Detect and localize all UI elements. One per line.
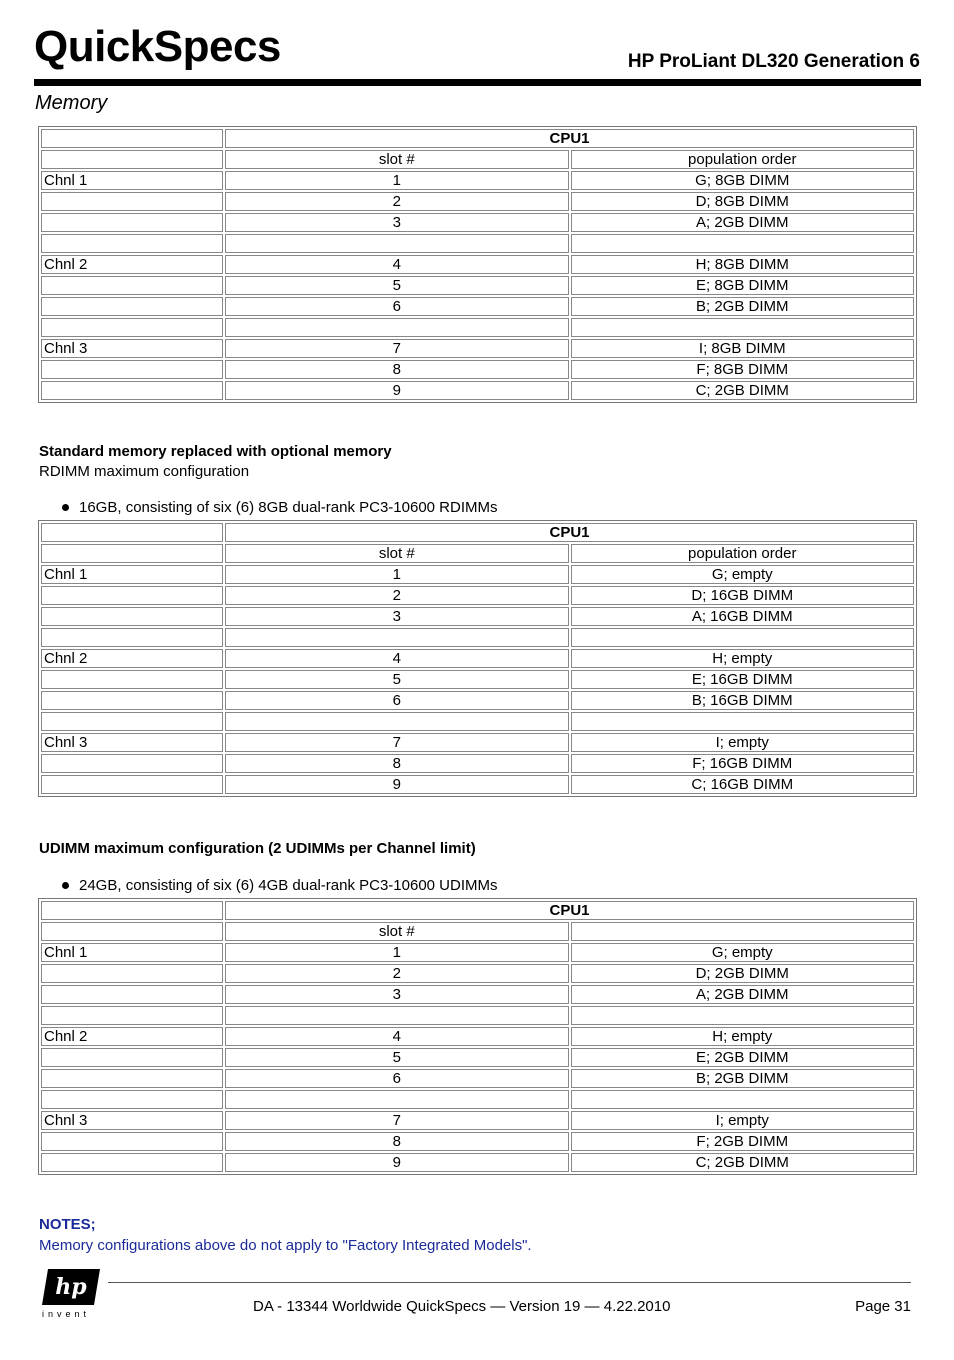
channel-cell bbox=[41, 297, 223, 316]
slot-cell: 1 bbox=[225, 943, 569, 962]
slot-cell: 2 bbox=[225, 192, 569, 211]
channel-cell bbox=[41, 318, 223, 337]
page-title: QuickSpecs bbox=[34, 22, 281, 71]
table-row bbox=[41, 754, 914, 773]
table-row bbox=[41, 607, 914, 626]
channel-cell bbox=[41, 586, 223, 605]
cpu-header: CPU1 bbox=[225, 901, 914, 920]
channel-cell: Chnl 1 bbox=[41, 171, 223, 190]
population-order-cell: B; 2GB DIMM bbox=[571, 297, 915, 316]
population-order-header: population order bbox=[571, 150, 915, 169]
slot-cell: 5 bbox=[225, 276, 569, 295]
channel-cell bbox=[41, 985, 223, 1004]
table-header-row bbox=[41, 523, 914, 542]
table-row bbox=[41, 234, 914, 253]
population-order-cell: B; 16GB DIMM bbox=[571, 691, 915, 710]
table-row bbox=[41, 381, 914, 400]
population-order-cell: F; 16GB DIMM bbox=[571, 754, 915, 773]
section-title: Memory bbox=[35, 92, 108, 114]
channel-cell: Chnl 3 bbox=[41, 733, 223, 752]
slot-cell: 7 bbox=[225, 733, 569, 752]
table-row bbox=[41, 360, 914, 379]
table-row bbox=[41, 255, 914, 274]
population-order-cell bbox=[571, 628, 915, 647]
notes-heading: NOTES; bbox=[39, 1216, 96, 1233]
table-header-row bbox=[41, 544, 914, 563]
population-order-cell: C; 2GB DIMM bbox=[571, 381, 915, 400]
slot-cell bbox=[225, 1090, 569, 1109]
rdimm-subheading: RDIMM maximum configuration bbox=[39, 463, 250, 480]
population-order-cell: G; 8GB DIMM bbox=[571, 171, 915, 190]
table-cell bbox=[41, 129, 223, 148]
table-row bbox=[41, 1027, 914, 1046]
rdimm-bullet-text: 16GB, consisting of six (6) 8GB dual-rank PC3-10600 RDIMMs bbox=[79, 499, 498, 516]
channel-cell bbox=[41, 670, 223, 689]
table-row bbox=[41, 1069, 914, 1088]
channel-cell bbox=[41, 691, 223, 710]
slot-cell: 2 bbox=[225, 586, 569, 605]
table-row bbox=[41, 1006, 914, 1025]
table-row bbox=[41, 1111, 914, 1130]
slot-cell: 6 bbox=[225, 1069, 569, 1088]
channel-cell bbox=[41, 1006, 223, 1025]
channel-cell bbox=[41, 712, 223, 731]
table-row bbox=[41, 1090, 914, 1109]
population-order-cell: G; empty bbox=[571, 565, 915, 584]
channel-cell: Chnl 1 bbox=[41, 565, 223, 584]
table-row bbox=[41, 213, 914, 232]
channel-cell bbox=[41, 360, 223, 379]
channel-cell bbox=[41, 964, 223, 983]
population-order-cell bbox=[571, 1006, 915, 1025]
population-order-cell: A; 2GB DIMM bbox=[571, 985, 915, 1004]
table-header-row bbox=[41, 129, 914, 148]
channel-cell bbox=[41, 1132, 223, 1151]
population-order-cell: C; 2GB DIMM bbox=[571, 1153, 915, 1172]
population-order-cell bbox=[571, 712, 915, 731]
memory-table-udimm bbox=[38, 898, 917, 1175]
table-header-row bbox=[41, 901, 914, 920]
population-order-cell bbox=[571, 1090, 915, 1109]
channel-cell bbox=[41, 607, 223, 626]
memory-table-default bbox=[38, 126, 917, 403]
table-row bbox=[41, 712, 914, 731]
channel-cell bbox=[41, 754, 223, 773]
channel-cell: Chnl 3 bbox=[41, 1111, 223, 1130]
slot-cell: 8 bbox=[225, 754, 569, 773]
slot-cell: 4 bbox=[225, 1027, 569, 1046]
table-cell bbox=[41, 523, 223, 542]
channel-cell bbox=[41, 381, 223, 400]
slot-cell: 5 bbox=[225, 1048, 569, 1067]
udimm-heading: UDIMM maximum configuration (2 UDIMMs per Channel limit) bbox=[39, 840, 476, 857]
slot-cell: 5 bbox=[225, 670, 569, 689]
table-row bbox=[41, 733, 914, 752]
channel-cell bbox=[41, 276, 223, 295]
header-divider bbox=[34, 79, 921, 86]
population-order-cell bbox=[571, 318, 915, 337]
memory-table-rdimm bbox=[38, 520, 917, 797]
population-order-cell: I; empty bbox=[571, 1111, 915, 1130]
slot-cell bbox=[225, 234, 569, 253]
population-order-cell: E; 2GB DIMM bbox=[571, 1048, 915, 1067]
table-row bbox=[41, 586, 914, 605]
channel-cell bbox=[41, 775, 223, 794]
product-name: HP ProLiant DL320 Generation 6 bbox=[627, 51, 920, 72]
slot-cell bbox=[225, 628, 569, 647]
channel-cell: Chnl 2 bbox=[41, 255, 223, 274]
rdimm-heading: Standard memory replaced with optional memory bbox=[39, 443, 392, 460]
bullet-icon bbox=[62, 882, 69, 889]
population-order-cell bbox=[571, 234, 915, 253]
population-order-cell: H; empty bbox=[571, 649, 915, 668]
channel-cell: Chnl 1 bbox=[41, 943, 223, 962]
table-row bbox=[41, 192, 914, 211]
slot-cell: 1 bbox=[225, 565, 569, 584]
population-order-cell: D; 8GB DIMM bbox=[571, 192, 915, 211]
udimm-bullet bbox=[62, 877, 498, 894]
table-row bbox=[41, 318, 914, 337]
population-order-header: population order bbox=[571, 544, 915, 563]
slot-cell: 2 bbox=[225, 964, 569, 983]
slot-cell: 7 bbox=[225, 339, 569, 358]
table-row bbox=[41, 565, 914, 584]
population-order-cell: C; 16GB DIMM bbox=[571, 775, 915, 794]
slot-header: slot # bbox=[225, 922, 569, 941]
table-row bbox=[41, 670, 914, 689]
rdimm-bullet bbox=[62, 499, 498, 516]
channel-cell: Chnl 2 bbox=[41, 1027, 223, 1046]
table-header-row bbox=[41, 150, 914, 169]
slot-cell bbox=[225, 712, 569, 731]
population-order-header bbox=[571, 922, 915, 941]
table-row bbox=[41, 691, 914, 710]
channel-cell bbox=[41, 1090, 223, 1109]
slot-cell: 3 bbox=[225, 607, 569, 626]
slot-cell: 8 bbox=[225, 1132, 569, 1151]
channel-cell: Chnl 3 bbox=[41, 339, 223, 358]
slot-cell: 6 bbox=[225, 691, 569, 710]
channel-cell bbox=[41, 234, 223, 253]
population-order-cell: A; 2GB DIMM bbox=[571, 213, 915, 232]
table-row bbox=[41, 1132, 914, 1151]
table-cell bbox=[41, 544, 223, 563]
table-row bbox=[41, 1048, 914, 1067]
table-row bbox=[41, 339, 914, 358]
population-order-cell: F; 2GB DIMM bbox=[571, 1132, 915, 1151]
table-row bbox=[41, 276, 914, 295]
slot-header: slot # bbox=[225, 544, 569, 563]
table-row bbox=[41, 943, 914, 962]
udimm-bullet-text: 24GB, consisting of six (6) 4GB dual-rank PC3-10600 UDIMMs bbox=[79, 877, 498, 894]
population-order-cell: B; 2GB DIMM bbox=[571, 1069, 915, 1088]
slot-header: slot # bbox=[225, 150, 569, 169]
slot-cell: 7 bbox=[225, 1111, 569, 1130]
table-row bbox=[41, 171, 914, 190]
slot-cell: 9 bbox=[225, 381, 569, 400]
table-row bbox=[41, 297, 914, 316]
cpu-header: CPU1 bbox=[225, 129, 914, 148]
cpu-header: CPU1 bbox=[225, 523, 914, 542]
bullet-icon bbox=[62, 504, 69, 511]
population-order-cell: D; 2GB DIMM bbox=[571, 964, 915, 983]
svg-text:hp: hp bbox=[55, 1274, 87, 1300]
table-cell bbox=[41, 901, 223, 920]
slot-cell: 9 bbox=[225, 1153, 569, 1172]
table-row bbox=[41, 985, 914, 1004]
table-row bbox=[41, 628, 914, 647]
population-order-cell: I; 8GB DIMM bbox=[571, 339, 915, 358]
population-order-cell: E; 16GB DIMM bbox=[571, 670, 915, 689]
slot-cell: 4 bbox=[225, 649, 569, 668]
footer-divider bbox=[108, 1282, 911, 1283]
slot-cell: 1 bbox=[225, 171, 569, 190]
slot-cell: 8 bbox=[225, 360, 569, 379]
slot-cell: 3 bbox=[225, 985, 569, 1004]
table-header-row bbox=[41, 922, 914, 941]
notes-text: Memory configurations above do not apply to "Factory Integrated Models". bbox=[39, 1237, 532, 1254]
slot-cell: 4 bbox=[225, 255, 569, 274]
population-order-cell: F; 8GB DIMM bbox=[571, 360, 915, 379]
table-cell bbox=[41, 922, 223, 941]
slot-cell: 3 bbox=[225, 213, 569, 232]
population-order-cell: E; 8GB DIMM bbox=[571, 276, 915, 295]
population-order-cell: H; 8GB DIMM bbox=[571, 255, 915, 274]
slot-cell bbox=[225, 318, 569, 337]
channel-cell bbox=[41, 1048, 223, 1067]
channel-cell bbox=[41, 1069, 223, 1088]
population-order-cell: D; 16GB DIMM bbox=[571, 586, 915, 605]
channel-cell bbox=[41, 213, 223, 232]
channel-cell bbox=[41, 628, 223, 647]
table-row bbox=[41, 964, 914, 983]
channel-cell: Chnl 2 bbox=[41, 649, 223, 668]
table-row bbox=[41, 1153, 914, 1172]
channel-cell bbox=[41, 192, 223, 211]
logo-tagline: invent bbox=[42, 1309, 91, 1319]
slot-cell bbox=[225, 1006, 569, 1025]
population-order-cell: G; empty bbox=[571, 943, 915, 962]
page-number: Page 31 bbox=[855, 1298, 911, 1315]
channel-cell bbox=[41, 1153, 223, 1172]
hp-logo-icon bbox=[40, 1267, 102, 1307]
population-order-cell: A; 16GB DIMM bbox=[571, 607, 915, 626]
table-cell bbox=[41, 150, 223, 169]
table-row bbox=[41, 649, 914, 668]
population-order-cell: H; empty bbox=[571, 1027, 915, 1046]
footer-doc-info: DA - 13344 Worldwide QuickSpecs — Version 19 — 4.22.2010 bbox=[253, 1298, 671, 1315]
slot-cell: 6 bbox=[225, 297, 569, 316]
slot-cell: 9 bbox=[225, 775, 569, 794]
table-row bbox=[41, 775, 914, 794]
population-order-cell: I; empty bbox=[571, 733, 915, 752]
